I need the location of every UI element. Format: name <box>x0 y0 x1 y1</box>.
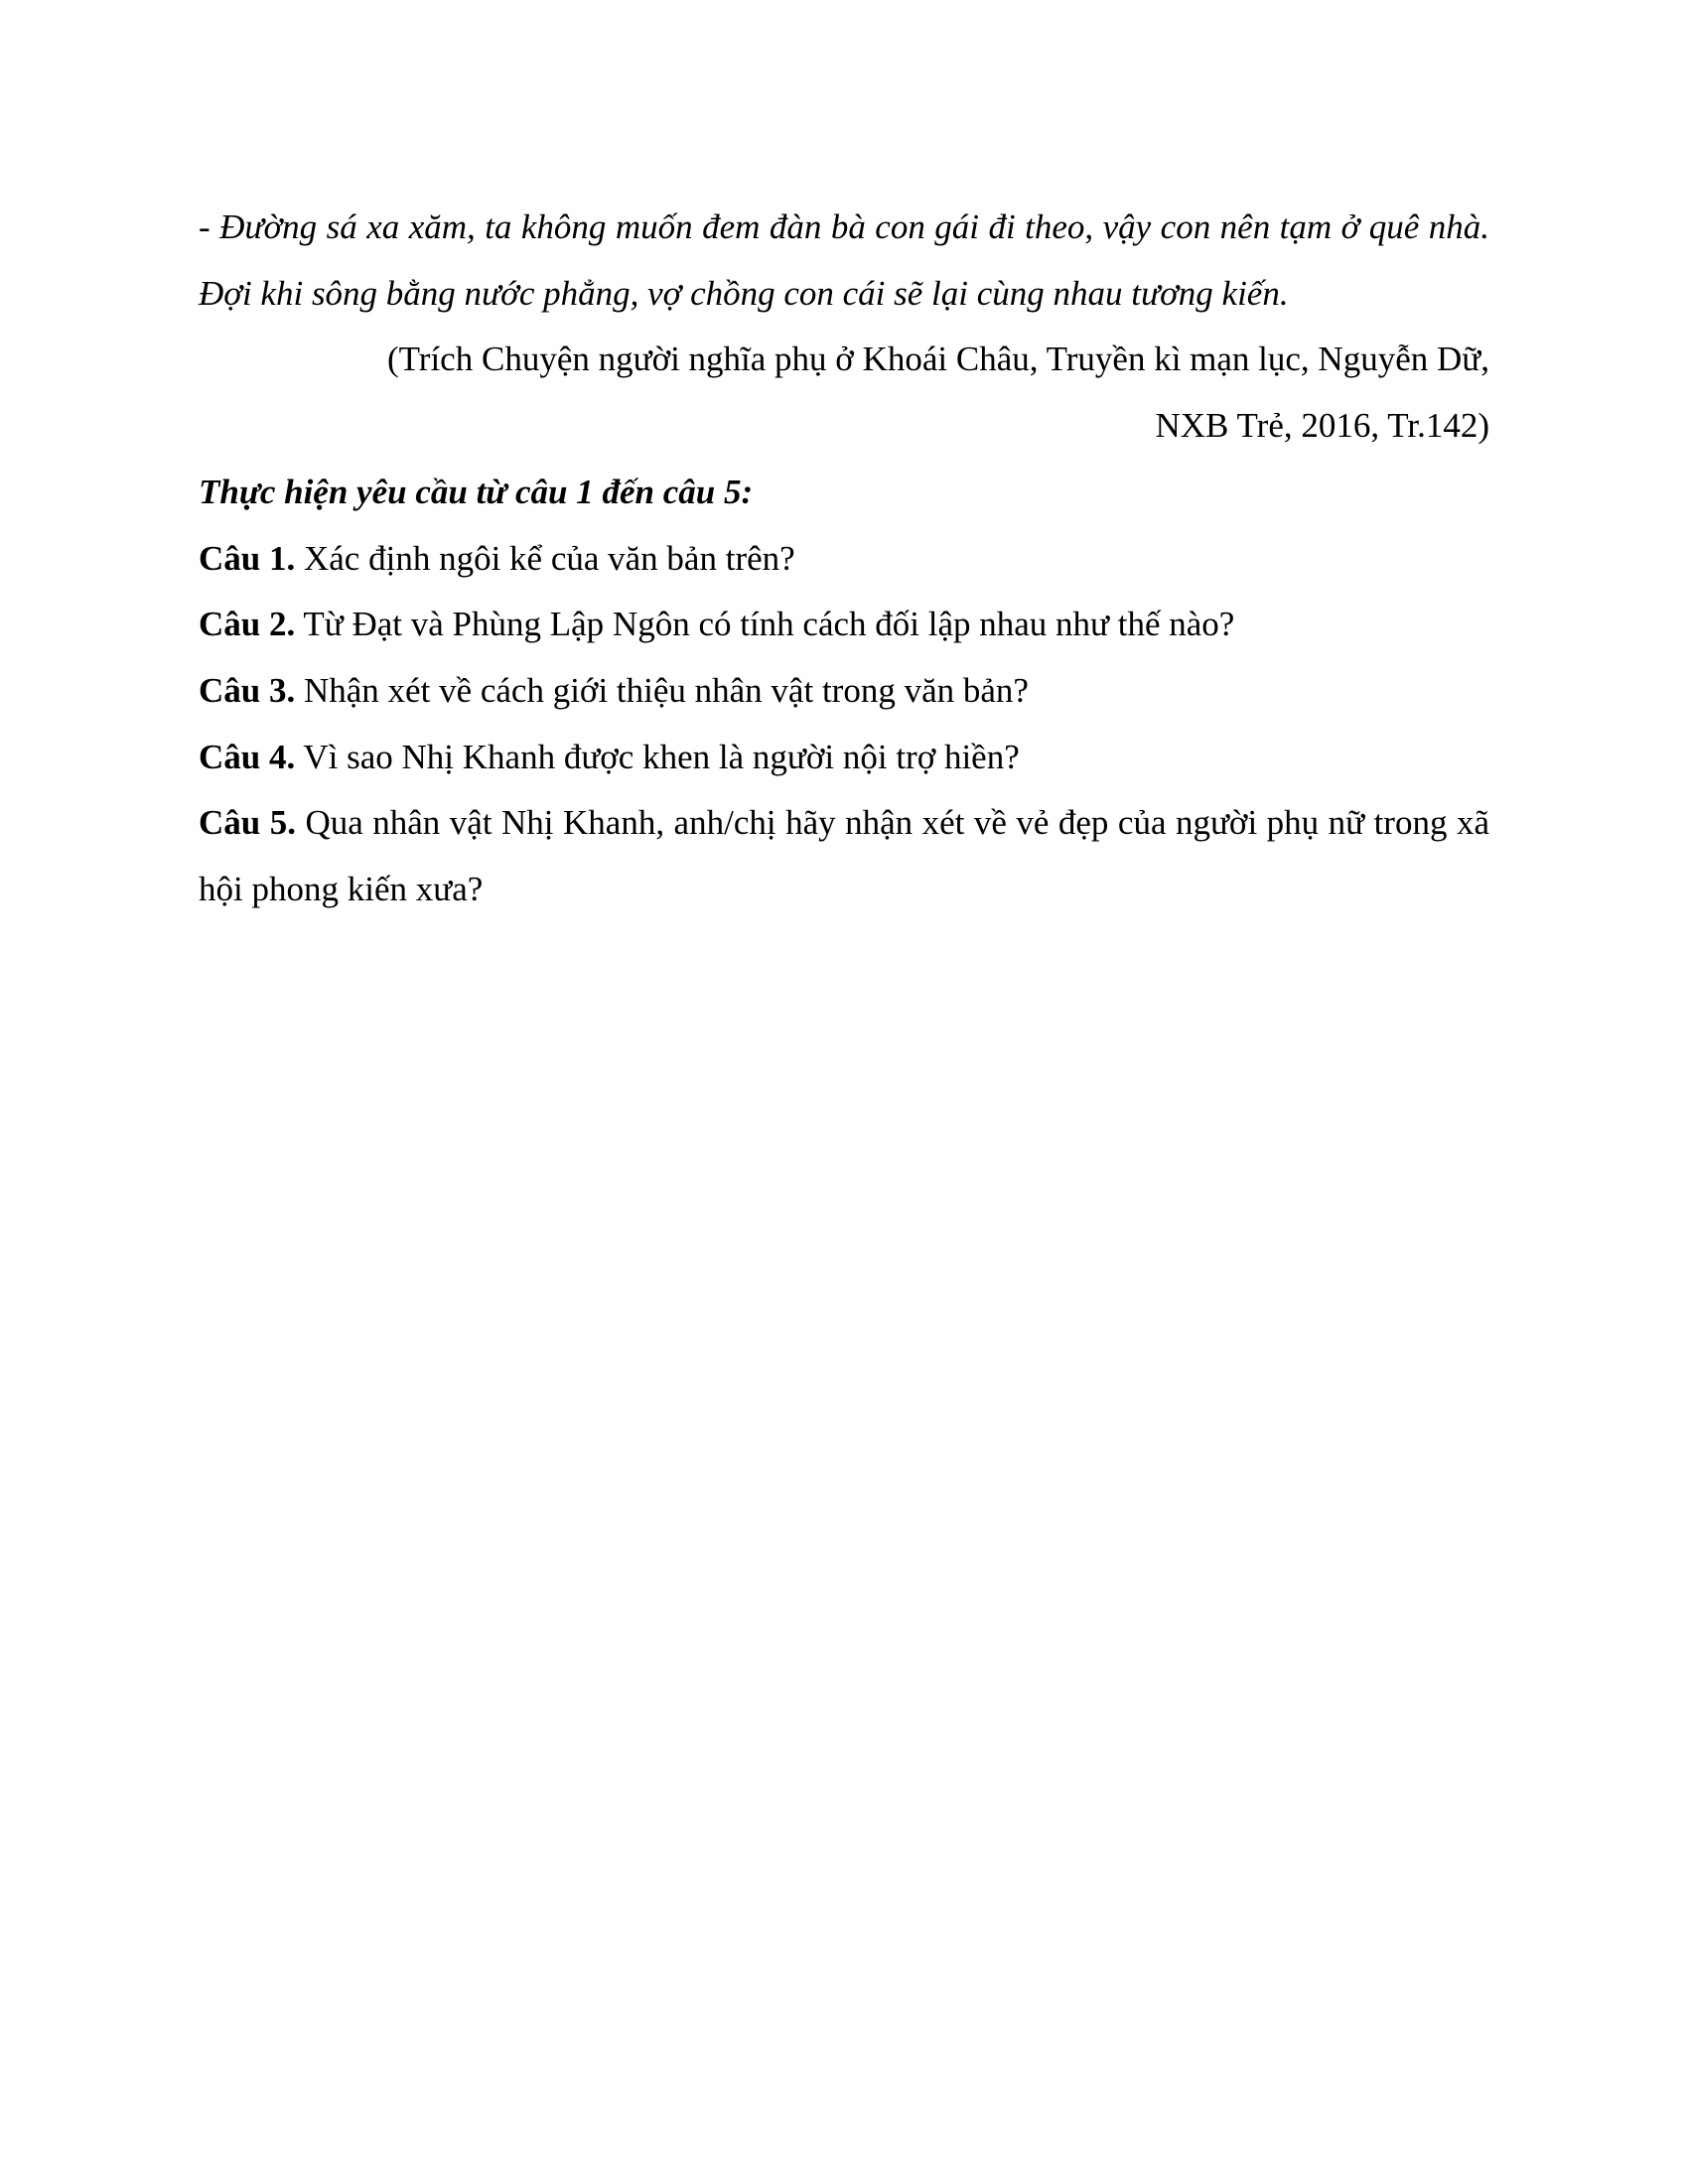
question-3 <box>199 658 1489 725</box>
question-4 <box>199 725 1489 791</box>
question-1 <box>199 526 1489 593</box>
question-label: Câu 4. <box>199 737 296 776</box>
question-5 <box>199 790 1489 922</box>
citation-line-1: (Trích Chuyện người nghĩa phụ ở Khoái Châu, Truyền kì mạn lục, Nguyễn Dữ, <box>387 340 1489 379</box>
question-label: Câu 1. <box>199 538 296 578</box>
question-label: Câu 5. <box>199 803 296 843</box>
document-body <box>199 195 1489 923</box>
citation <box>199 327 1489 459</box>
question-text: Qua nhân vật Nhị Khanh, anh/chị hãy nhận xét về vẻ đẹp của người phụ nữ trong xã hội phong kiến xưa? <box>199 803 1489 909</box>
question-text: Từ Đạt và Phùng Lập Ngôn có tính cách đối lập nhau như thế nào? <box>295 605 1235 644</box>
instruction-heading: Thực hiện yêu cầu từ câu 1 đến câu 5: <box>199 472 754 511</box>
quoted-passage: - Đường sá xa xăm, ta không muốn đem đàn bà con gái đi theo, vậy con nên tạm ở quê nhà. Đợi khi sông bằng nước phẳng, vợ chồng con cái sẽ lại cùng nhau tương kiến. <box>199 207 1489 313</box>
question-text: Vì sao Nhị Khanh được khen là người nội trợ hiền? <box>295 737 1020 776</box>
question-label: Câu 3. <box>199 670 296 710</box>
question-2 <box>199 592 1489 658</box>
question-label: Câu 2. <box>199 605 296 644</box>
question-text: Xác định ngôi kể của văn bản trên? <box>295 538 795 578</box>
question-text: Nhận xét về cách giới thiệu nhân vật trong văn bản? <box>295 670 1029 710</box>
citation-line-2: NXB Trẻ, 2016, Tr.142) <box>1155 406 1489 446</box>
